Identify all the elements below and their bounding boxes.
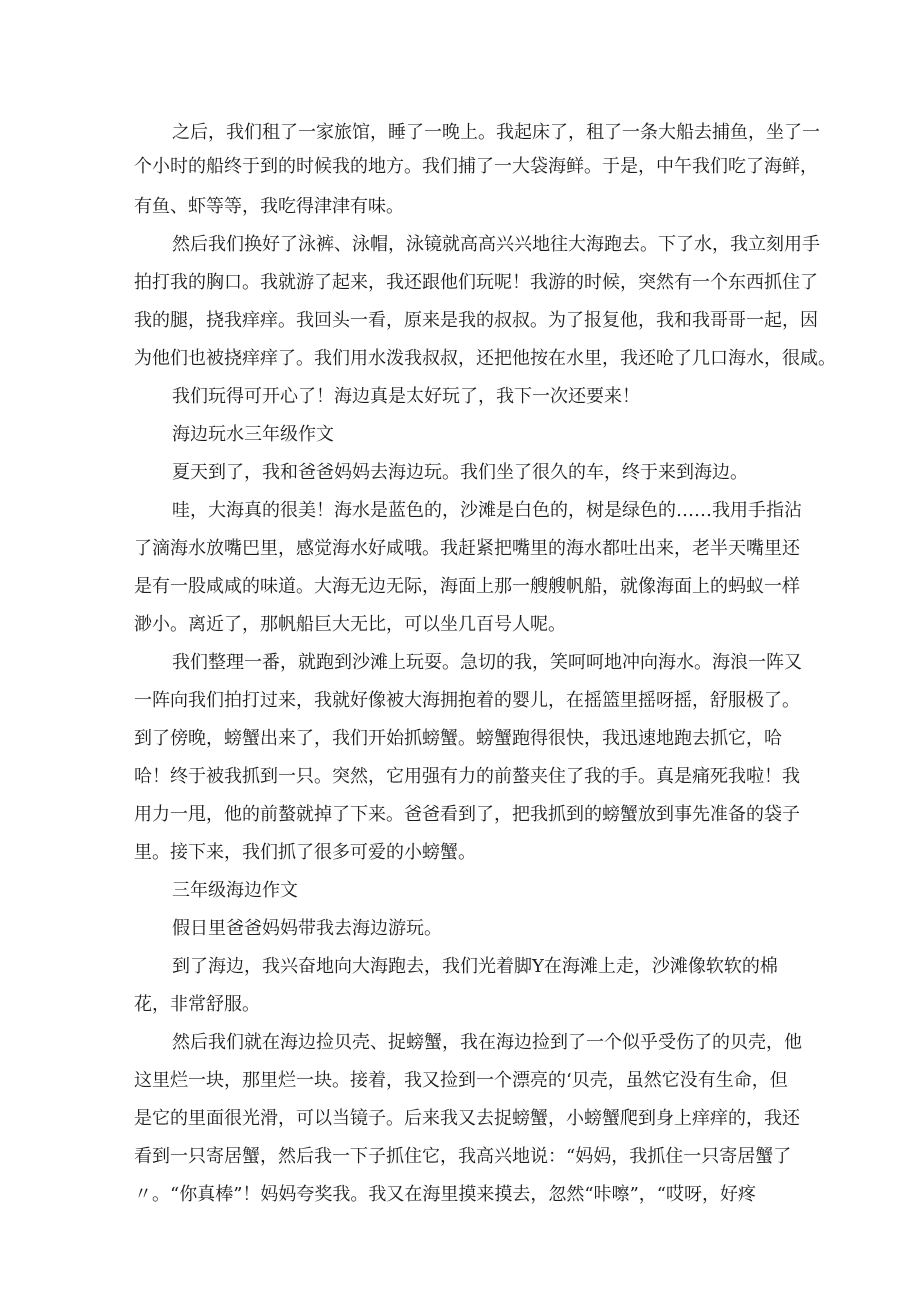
text-line: 这里烂一块，那里烂一块。接着，我又捡到一个漂亮的‘贝壳，虽然它没有生命，但	[134, 1070, 788, 1091]
section-heading: 三年级海边作文	[172, 880, 298, 901]
text-line: 渺小。离近了，那帆船巨大无比，可以坐几百号人呢。	[134, 614, 566, 635]
text-line: 假日里爸爸妈妈带我去海边游玩。	[172, 918, 442, 939]
text-line: 我们整理一番，就跑到沙滩上玩耍。急切的我，笑呵呵地冲向海水。海浪一阵又	[172, 652, 802, 673]
text-line: 拍打我的胸口。我就游了起来，我还跟他们玩呢！我游的时候，突然有一个东西抓住了	[134, 272, 818, 293]
text-line: 里。接下来，我们抓了很多可爱的小螃蟹。	[134, 842, 476, 863]
text-line: 用力一甩，他的前螯就掉了下来。爸爸看到了，把我抓到的螃蟹放到事先准备的袋子	[134, 804, 800, 825]
text-line: 夏天到了，我和爸爸妈妈去海边玩。我们坐了很久的车，终于来到海边。	[172, 462, 748, 483]
text-line: 我的腿，挠我痒痒。我回头一看，原来是我的叔叔。为了报复他，我和我哥哥一起，因	[134, 310, 818, 331]
text-line: 然后我们就在海边捡贝壳、捉螃蟹，我在海边捡到了一个似乎受伤了的贝壳，他	[172, 1032, 802, 1053]
text-line: 了滴海水放嘴巴里，感觉海水好咸哦。我赶紧把嘴里的海水都吐出来，老半天嘴里还	[134, 538, 800, 559]
text-line: 是有一股咸咸的味道。大海无边无际，海面上那一艘艘帆船，就像海面上的蚂蚁一样	[134, 576, 800, 597]
text-line: 〃。“你真棒”！妈妈夸奖我。我又在海里摸来摸去，忽然“咔嚓”，“哎呀，好疼	[134, 1184, 757, 1205]
text-line: 到了傍晚，螃蟹出来了，我们开始抓螃蟹。螃蟹跑得很快，我迅速地跑去抓它，哈	[134, 728, 782, 749]
text-line: 为他们也被挠痒痒了。我们用水泼我叔叔，还把他按在水里，我还呛了几口海水，很咸。	[134, 348, 836, 369]
text-line: 之后，我们租了一家旅馆，睡了一晚上。我起床了，租了一条大船去捕鱼，坐了一	[172, 122, 820, 143]
text-line: 花，非常舒服。	[134, 994, 260, 1015]
text-line: 哈！终于被我抓到一只。突然，它用强有力的前螯夹住了我的手。真是痛死我啦！我	[134, 766, 800, 787]
text-line: 到了海边，我兴奋地向大海跑去，我们光着脚Y在海滩上走，沙滩像软软的棉	[172, 956, 778, 977]
text-line: 然后我们换好了泳裤、泳帽，泳镜就高高兴兴地往大海跑去。下了水，我立刻用手	[172, 234, 820, 255]
section-heading: 海边玩水三年级作文	[172, 424, 334, 445]
text-line: 有鱼、虾等等，我吃得津津有味。	[134, 196, 404, 217]
text-line: 一阵向我们拍打过来，我就好像被大海拥抱着的婴儿，在摇篮里摇呀摇，舒服极了。	[134, 690, 800, 711]
text-line: 看到一只寄居蟹，然后我一下子抓住它，我高兴地说：“妈妈，我抓住一只寄居蟹了	[134, 1146, 792, 1167]
text-line: 哇，大海真的很美！海水是蓝色的，沙滩是白色的，树是绿色的……我用手指沾	[172, 500, 802, 521]
text-line: 是它的里面很光滑，可以当镜子。后来我又去捉螃蟹，小螃蟹爬到身上痒痒的，我还	[134, 1108, 800, 1129]
text-line: 个小时的船终于到的时候我的地方。我们捕了一大袋海鲜。于是，中午我们吃了海鲜，	[134, 156, 818, 177]
text-line: 我们玩得可开心了！海边真是太好玩了，我下一次还要来！	[172, 386, 640, 407]
